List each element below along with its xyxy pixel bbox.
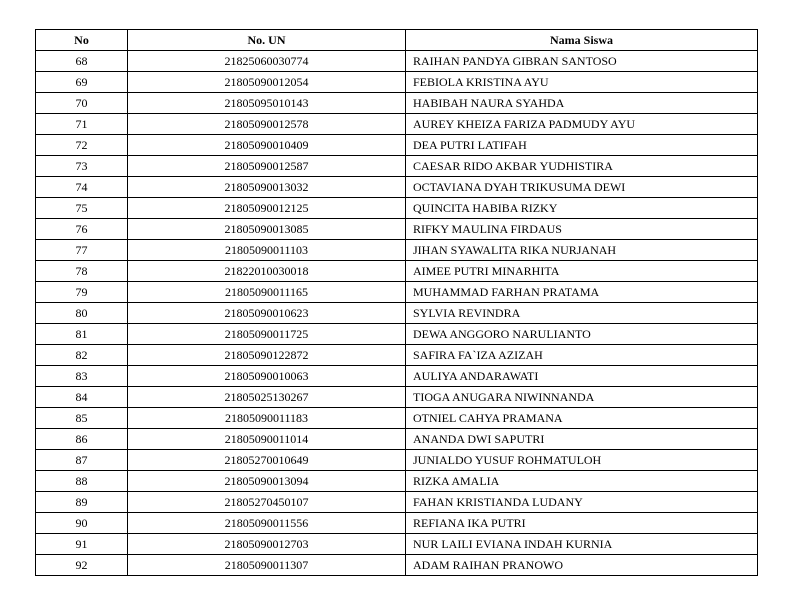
- row-number: 84: [36, 387, 128, 408]
- exam-number: 21805090013085: [128, 219, 406, 240]
- row-number: 89: [36, 492, 128, 513]
- student-name: NUR LAILI EVIANA INDAH KURNIA: [406, 534, 758, 555]
- student-name: DEA PUTRI LATIFAH: [406, 135, 758, 156]
- row-number: 92: [36, 555, 128, 576]
- student-name: ADAM RAIHAN PRANOWO: [406, 555, 758, 576]
- table-row: [36, 135, 758, 156]
- table-row: [36, 219, 758, 240]
- student-name: JUNIALDO YUSUF ROHMATULOH: [406, 450, 758, 471]
- exam-number: 21805090011165: [128, 282, 406, 303]
- header-no: No: [36, 30, 128, 51]
- student-name: RIZKA AMALIA: [406, 471, 758, 492]
- table-row: [36, 366, 758, 387]
- row-number: 70: [36, 93, 128, 114]
- student-name: AUREY KHEIZA FARIZA PADMUDY AYU: [406, 114, 758, 135]
- table-row: [36, 303, 758, 324]
- exam-number: 21805090011556: [128, 513, 406, 534]
- table-row: [36, 240, 758, 261]
- exam-number: 21805090010409: [128, 135, 406, 156]
- row-number: 73: [36, 156, 128, 177]
- student-name: JIHAN SYAWALITA RIKA NURJANAH: [406, 240, 758, 261]
- student-name: QUINCITA HABIBA RIZKY: [406, 198, 758, 219]
- table-row: [36, 345, 758, 366]
- table-row: [36, 156, 758, 177]
- table-row: [36, 93, 758, 114]
- exam-number: 21805090011183: [128, 408, 406, 429]
- student-name: CAESAR RIDO AKBAR YUDHISTIRA: [406, 156, 758, 177]
- exam-number: 21805090012578: [128, 114, 406, 135]
- student-name: FAHAN KRISTIANDA LUDANY: [406, 492, 758, 513]
- student-name: AULIYA ANDARAWATI: [406, 366, 758, 387]
- table-row: [36, 471, 758, 492]
- table-row: [36, 429, 758, 450]
- exam-number: 21805090010063: [128, 366, 406, 387]
- row-number: 82: [36, 345, 128, 366]
- row-number: 72: [36, 135, 128, 156]
- table-row: [36, 198, 758, 219]
- table-row: [36, 51, 758, 72]
- exam-number: 21805090011725: [128, 324, 406, 345]
- exam-number: 21805090012703: [128, 534, 406, 555]
- row-number: 74: [36, 177, 128, 198]
- table-row: [36, 114, 758, 135]
- row-number: 81: [36, 324, 128, 345]
- exam-number: 21805090011014: [128, 429, 406, 450]
- exam-number: 21805270450107: [128, 492, 406, 513]
- exam-number: 21805090010623: [128, 303, 406, 324]
- exam-number: 21825060030774: [128, 51, 406, 72]
- student-table: [35, 29, 758, 576]
- table-row: [36, 492, 758, 513]
- table-body: [36, 51, 758, 576]
- exam-number: 21805090013094: [128, 471, 406, 492]
- header-no-un: No. UN: [128, 30, 406, 51]
- row-number: 75: [36, 198, 128, 219]
- header-row: [36, 30, 758, 51]
- table-row: [36, 282, 758, 303]
- table-row: [36, 261, 758, 282]
- row-number: 86: [36, 429, 128, 450]
- exam-number: 21822010030018: [128, 261, 406, 282]
- student-name: SAFIRA FA`IZA AZIZAH: [406, 345, 758, 366]
- table-row: [36, 324, 758, 345]
- student-name: RAIHAN PANDYA GIBRAN SANTOSO: [406, 51, 758, 72]
- table-row: [36, 387, 758, 408]
- table-row: [36, 72, 758, 93]
- row-number: 79: [36, 282, 128, 303]
- row-number: 77: [36, 240, 128, 261]
- student-name: TIOGA ANUGARA NIWINNANDA: [406, 387, 758, 408]
- student-name: SYLVIA REVINDRA: [406, 303, 758, 324]
- exam-number: 21805090013032: [128, 177, 406, 198]
- table-row: [36, 534, 758, 555]
- row-number: 71: [36, 114, 128, 135]
- student-name: RIFKY MAULINA FIRDAUS: [406, 219, 758, 240]
- student-name: MUHAMMAD FARHAN PRATAMA: [406, 282, 758, 303]
- header-nama-siswa: Nama Siswa: [406, 30, 758, 51]
- exam-number: 21805270010649: [128, 450, 406, 471]
- student-name: ANANDA DWI SAPUTRI: [406, 429, 758, 450]
- student-name: FEBIOLA KRISTINA AYU: [406, 72, 758, 93]
- row-number: 83: [36, 366, 128, 387]
- table-row: [36, 555, 758, 576]
- exam-number: 21805090011307: [128, 555, 406, 576]
- exam-number: 21805090012125: [128, 198, 406, 219]
- row-number: 69: [36, 72, 128, 93]
- student-name: OCTAVIANA DYAH TRIKUSUMA DEWI: [406, 177, 758, 198]
- student-name: OTNIEL CAHYA PRAMANA: [406, 408, 758, 429]
- table-row: [36, 450, 758, 471]
- exam-number: 21805090011103: [128, 240, 406, 261]
- student-name: DEWA ANGGORO NARULIANTO: [406, 324, 758, 345]
- row-number: 90: [36, 513, 128, 534]
- row-number: 91: [36, 534, 128, 555]
- table-row: [36, 408, 758, 429]
- exam-number: 21805095010143: [128, 93, 406, 114]
- table-row: [36, 513, 758, 534]
- row-number: 78: [36, 261, 128, 282]
- row-number: 80: [36, 303, 128, 324]
- exam-number: 21805090012587: [128, 156, 406, 177]
- student-name: REFIANA IKA PUTRI: [406, 513, 758, 534]
- row-number: 85: [36, 408, 128, 429]
- exam-number: 21805090012054: [128, 72, 406, 93]
- table-row: [36, 177, 758, 198]
- exam-number: 21805090122872: [128, 345, 406, 366]
- exam-number: 21805025130267: [128, 387, 406, 408]
- student-name: HABIBAH NAURA SYAHDA: [406, 93, 758, 114]
- row-number: 68: [36, 51, 128, 72]
- row-number: 88: [36, 471, 128, 492]
- row-number: 76: [36, 219, 128, 240]
- table-header: [36, 30, 758, 51]
- row-number: 87: [36, 450, 128, 471]
- student-name: AIMEE PUTRI MINARHITA: [406, 261, 758, 282]
